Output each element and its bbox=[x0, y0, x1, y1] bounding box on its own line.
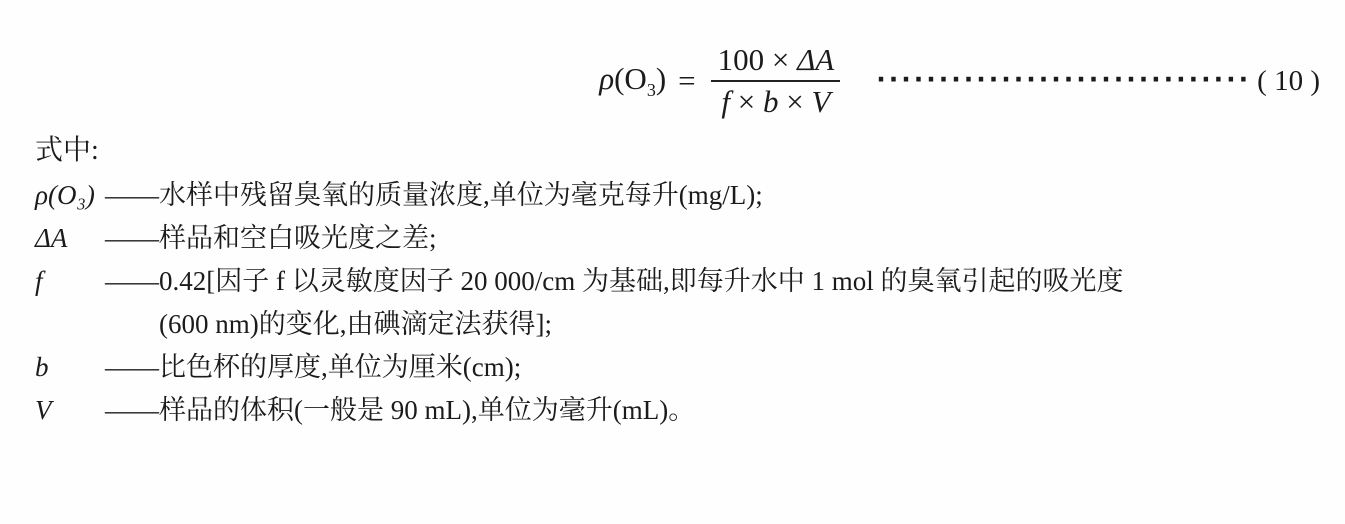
denominator-times-sign-2: × bbox=[786, 84, 804, 119]
definition-row-b bbox=[35, 346, 1345, 389]
formula-lhs bbox=[599, 61, 666, 101]
numerator-times-sign: × bbox=[771, 42, 790, 77]
definition-text: 比色杯的厚度,单位为厘米(cm); bbox=[159, 352, 522, 382]
fraction-numerator bbox=[708, 40, 845, 80]
definition-text: 样品的体积(一般是 90 mL),单位为毫升(mL)。 bbox=[159, 395, 696, 425]
formula-ozone-concentration bbox=[599, 40, 844, 122]
fraction-denominator bbox=[711, 80, 840, 122]
definition-row-f bbox=[35, 260, 1345, 346]
definition-text-line-2: (600 nm)的变化,由碘滴定法获得]; bbox=[159, 309, 552, 339]
ozone-subscript: 3 bbox=[646, 80, 656, 101]
dotted-leader: ······························ bbox=[876, 64, 1252, 94]
numerator-coefficient: 100 bbox=[717, 42, 765, 77]
equals-sign: = bbox=[678, 63, 696, 98]
b-variable: b bbox=[763, 84, 779, 119]
definition-dash: —— bbox=[105, 223, 159, 253]
definition-dash: —— bbox=[105, 180, 159, 210]
definitions-list bbox=[35, 174, 1345, 432]
equation-number: ( 10 ) bbox=[1257, 64, 1320, 97]
definition-dash: —— bbox=[105, 395, 159, 425]
v-variable: V bbox=[811, 84, 831, 119]
definition-row-delta-a bbox=[35, 217, 1345, 260]
lhs-paren-open: (O bbox=[614, 60, 647, 96]
definition-dash: —— bbox=[105, 266, 159, 296]
definition-symbol: f bbox=[35, 266, 43, 296]
definition-text bbox=[159, 260, 1345, 346]
equation-reference bbox=[876, 65, 1320, 98]
lhs-paren-close: ) bbox=[655, 60, 667, 96]
rho-symbol: ρ bbox=[599, 60, 615, 96]
definition-row-rho-o3 bbox=[35, 174, 1345, 217]
definition-text: 样品和空白吸光度之差; bbox=[159, 223, 437, 253]
definition-text-line-1: 0.42[因子 f 以灵敏度因子 20 000/cm 为基础,即每升水中 1 mol 的臭氧引起的吸光度 bbox=[159, 266, 1124, 296]
denominator-times-sign-1: × bbox=[737, 84, 756, 119]
definition-symbol: b bbox=[35, 352, 49, 382]
where-label: 式中: bbox=[35, 135, 99, 166]
definition-symbol: ρ(O₃) bbox=[35, 180, 95, 210]
definition-symbol: ΔA bbox=[35, 223, 68, 253]
formula-fraction bbox=[708, 40, 845, 122]
definition-dash: —— bbox=[105, 352, 159, 382]
definition-row-v bbox=[35, 389, 1345, 432]
definition-symbol: V bbox=[35, 395, 52, 425]
delta-a-variable: ΔA bbox=[797, 42, 835, 77]
equation-row bbox=[0, 0, 1345, 120]
f-variable: f bbox=[721, 84, 731, 119]
definition-text: 水样中残留臭氧的质量浓度,单位为毫克每升(mg/L); bbox=[159, 180, 763, 210]
